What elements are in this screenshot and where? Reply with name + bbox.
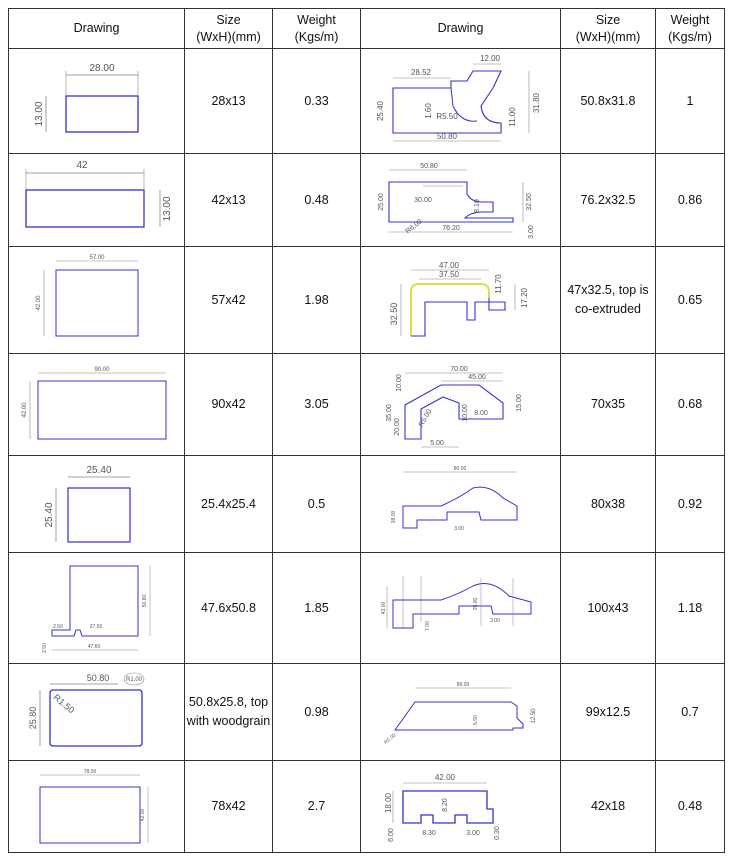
dimension-label: R2.00 bbox=[382, 732, 397, 746]
profile-drawing bbox=[361, 456, 561, 553]
dimension-label: 10.00 bbox=[461, 403, 469, 422]
weight-cell: 3.05 bbox=[273, 354, 361, 456]
dimension-label: 38.00 bbox=[390, 510, 397, 524]
weight-cell: 0.7 bbox=[656, 664, 725, 761]
weight-cell: 1.18 bbox=[656, 553, 725, 664]
dimension-label: 3.00 bbox=[489, 618, 500, 624]
profile-drawing bbox=[9, 354, 185, 456]
dimension-label: 47.00 bbox=[438, 261, 459, 270]
profile-drawing bbox=[9, 456, 185, 553]
dimension-label: 30.00 bbox=[413, 197, 432, 204]
dimension-label: 12.00 bbox=[479, 54, 500, 63]
size-cell: 47x32.5, top is co-extruded bbox=[561, 247, 656, 354]
dimension-label: 2.50 bbox=[41, 643, 48, 653]
dimension-label: 31.80 bbox=[531, 92, 541, 114]
dimension-label: 3.00 bbox=[453, 526, 464, 532]
dimension-label: 50.80 bbox=[86, 673, 109, 683]
profile-drawing bbox=[361, 154, 561, 247]
dimension-label: 42.00 bbox=[21, 401, 28, 418]
dimension-label: 11.70 bbox=[493, 274, 503, 294]
weight-cell: 0.98 bbox=[273, 664, 361, 761]
weight-cell: 0.92 bbox=[656, 456, 725, 553]
dimension-label: 47.60 bbox=[87, 644, 100, 650]
dimension-label: 70.00 bbox=[449, 365, 468, 373]
dimension-label: 13.00 bbox=[33, 101, 45, 127]
dimension-label: 25.40 bbox=[85, 465, 112, 476]
size-cell: 90x42 bbox=[185, 354, 273, 456]
dimension-label: 28.52 bbox=[410, 68, 431, 77]
size-cell: 100x43 bbox=[561, 553, 656, 664]
dimension-label: 35.00 bbox=[385, 403, 393, 422]
size-cell: 99x12.5 bbox=[561, 664, 656, 761]
dimension-label: 57.00 bbox=[88, 255, 105, 261]
dimension-label: 42 bbox=[75, 160, 88, 171]
dimension-label: 45.00 bbox=[467, 373, 486, 381]
profile-drawing bbox=[9, 664, 185, 761]
profile-drawing bbox=[361, 761, 561, 853]
profile-drawing bbox=[9, 761, 185, 853]
weight-cell: 0.48 bbox=[656, 761, 725, 853]
size-cell: 76.2x32.5 bbox=[561, 154, 656, 247]
table-row bbox=[9, 49, 725, 154]
weight-cell: 0.86 bbox=[656, 154, 725, 247]
dimension-label: 18.00 bbox=[383, 792, 393, 813]
dimension-label: 3.00 bbox=[465, 829, 480, 837]
drawing-header: Drawing bbox=[9, 9, 185, 49]
size-cell: 42x13 bbox=[185, 154, 273, 247]
profile-drawing bbox=[9, 247, 185, 354]
weight-cell: 1.98 bbox=[273, 247, 361, 354]
size-cell: 25.4x25.4 bbox=[185, 456, 273, 553]
dimension-label: 8.10 bbox=[473, 199, 481, 213]
dimension-label: R1.00 bbox=[125, 677, 142, 683]
table-row bbox=[9, 247, 725, 354]
dimension-label: 37.50 bbox=[438, 270, 459, 279]
dimension-label: 32.50 bbox=[388, 302, 399, 326]
dimension-label: 5.00 bbox=[429, 439, 444, 447]
table-row bbox=[9, 354, 725, 456]
dimension-label: R1.50 bbox=[51, 692, 76, 716]
dimension-label: 17.20 bbox=[519, 287, 529, 309]
dimension-label: 25.00 bbox=[472, 597, 479, 611]
dimension-label: 25.80 bbox=[27, 706, 38, 730]
weight-cell: 2.7 bbox=[273, 761, 361, 853]
dimension-label: 1.60 bbox=[423, 103, 433, 119]
dimension-label: 50.80 bbox=[141, 594, 148, 608]
dimension-label: 43.00 bbox=[380, 601, 387, 615]
dimension-label: 25.00 bbox=[377, 193, 385, 211]
dimension-label: 10.00 bbox=[395, 373, 403, 392]
size-cell: 80x38 bbox=[561, 456, 656, 553]
table-row bbox=[9, 154, 725, 247]
dimension-label: 42.00 bbox=[139, 808, 146, 821]
table-row bbox=[9, 664, 725, 761]
profile-drawing bbox=[361, 354, 561, 456]
dimension-label: 13.00 bbox=[161, 196, 173, 222]
profile-drawing bbox=[361, 664, 561, 761]
header-row bbox=[9, 9, 725, 49]
dimension-label: 89.00 bbox=[456, 682, 469, 688]
profile-drawing bbox=[361, 247, 561, 354]
dimension-label: 50.80 bbox=[436, 132, 457, 141]
dimension-label: 80.00 bbox=[453, 466, 466, 472]
dimension-label: 2.50 bbox=[52, 624, 63, 630]
size-cell: 28x13 bbox=[185, 49, 273, 154]
dimension-label: 8.00 bbox=[473, 409, 488, 417]
weight-cell: 1 bbox=[656, 49, 725, 154]
profile-drawing bbox=[9, 553, 185, 664]
dimension-label: 11.00 bbox=[507, 107, 517, 127]
dimension-label: 50.80 bbox=[419, 163, 438, 170]
size-cell: 50.8x31.8 bbox=[561, 49, 656, 154]
dimension-label: 32.50 bbox=[525, 193, 533, 211]
table-row bbox=[9, 553, 725, 664]
weight-cell: 0.65 bbox=[656, 247, 725, 354]
dimension-label: 28.00 bbox=[88, 63, 115, 74]
size-cell: 42x18 bbox=[561, 761, 656, 853]
weight-cell: 0.68 bbox=[656, 354, 725, 456]
dimension-label: 15.00 bbox=[515, 393, 523, 412]
dimension-label: 6.00 bbox=[387, 827, 395, 842]
profile-drawing bbox=[9, 154, 185, 247]
profile-spec-table bbox=[8, 8, 725, 853]
dimension-label: 12.50 bbox=[530, 708, 537, 724]
size-cell: 78x42 bbox=[185, 761, 273, 853]
weight-cell: 0.5 bbox=[273, 456, 361, 553]
profile-drawing bbox=[361, 553, 561, 664]
dimension-label: 90.00 bbox=[93, 366, 110, 373]
dimension-label: 42.00 bbox=[35, 295, 42, 311]
dimension-label: 42.00 bbox=[434, 772, 455, 782]
weight-header: Weight (Kgs/m) bbox=[273, 9, 361, 49]
dimension-label: 76.20 bbox=[441, 225, 460, 232]
size-cell: 50.8x25.8, top with woodgrain bbox=[185, 664, 273, 761]
weight-header: Weight (Kgs/m) bbox=[656, 9, 725, 49]
dimension-label: 5.50 bbox=[472, 715, 479, 725]
weight-cell: 0.33 bbox=[273, 49, 361, 154]
dimension-label: R5.00 bbox=[417, 407, 433, 428]
dimension-label: 78.00 bbox=[83, 768, 96, 775]
dimension-label: 25.40 bbox=[43, 502, 55, 528]
dimension-label: 20.00 bbox=[393, 417, 401, 436]
dimension-label: R6.00 bbox=[404, 218, 424, 236]
dimension-label: 27.50 bbox=[89, 624, 102, 630]
dimension-label: 25.40 bbox=[375, 100, 385, 122]
dimension-label: 7.00 bbox=[424, 621, 431, 631]
size-cell: 57x42 bbox=[185, 247, 273, 354]
weight-cell: 1.85 bbox=[273, 553, 361, 664]
dimension-label: R5.50 bbox=[435, 112, 458, 121]
profile-drawing bbox=[9, 49, 185, 154]
size-header: Size (WxH)(mm) bbox=[561, 9, 656, 49]
dimension-label: 0.30 bbox=[493, 825, 501, 840]
dimension-label: 3.00 bbox=[527, 225, 535, 239]
dimension-label: 8.30 bbox=[421, 829, 436, 837]
size-cell: 47.6x50.8 bbox=[185, 553, 273, 664]
table-row bbox=[9, 456, 725, 553]
drawing-header: Drawing bbox=[361, 9, 561, 49]
dimension-label: 8.20 bbox=[441, 797, 449, 812]
weight-cell: 0.48 bbox=[273, 154, 361, 247]
profile-drawing bbox=[361, 49, 561, 154]
size-cell: 70x35 bbox=[561, 354, 656, 456]
table-row bbox=[9, 761, 725, 853]
size-header: Size (WxH)(mm) bbox=[185, 9, 273, 49]
